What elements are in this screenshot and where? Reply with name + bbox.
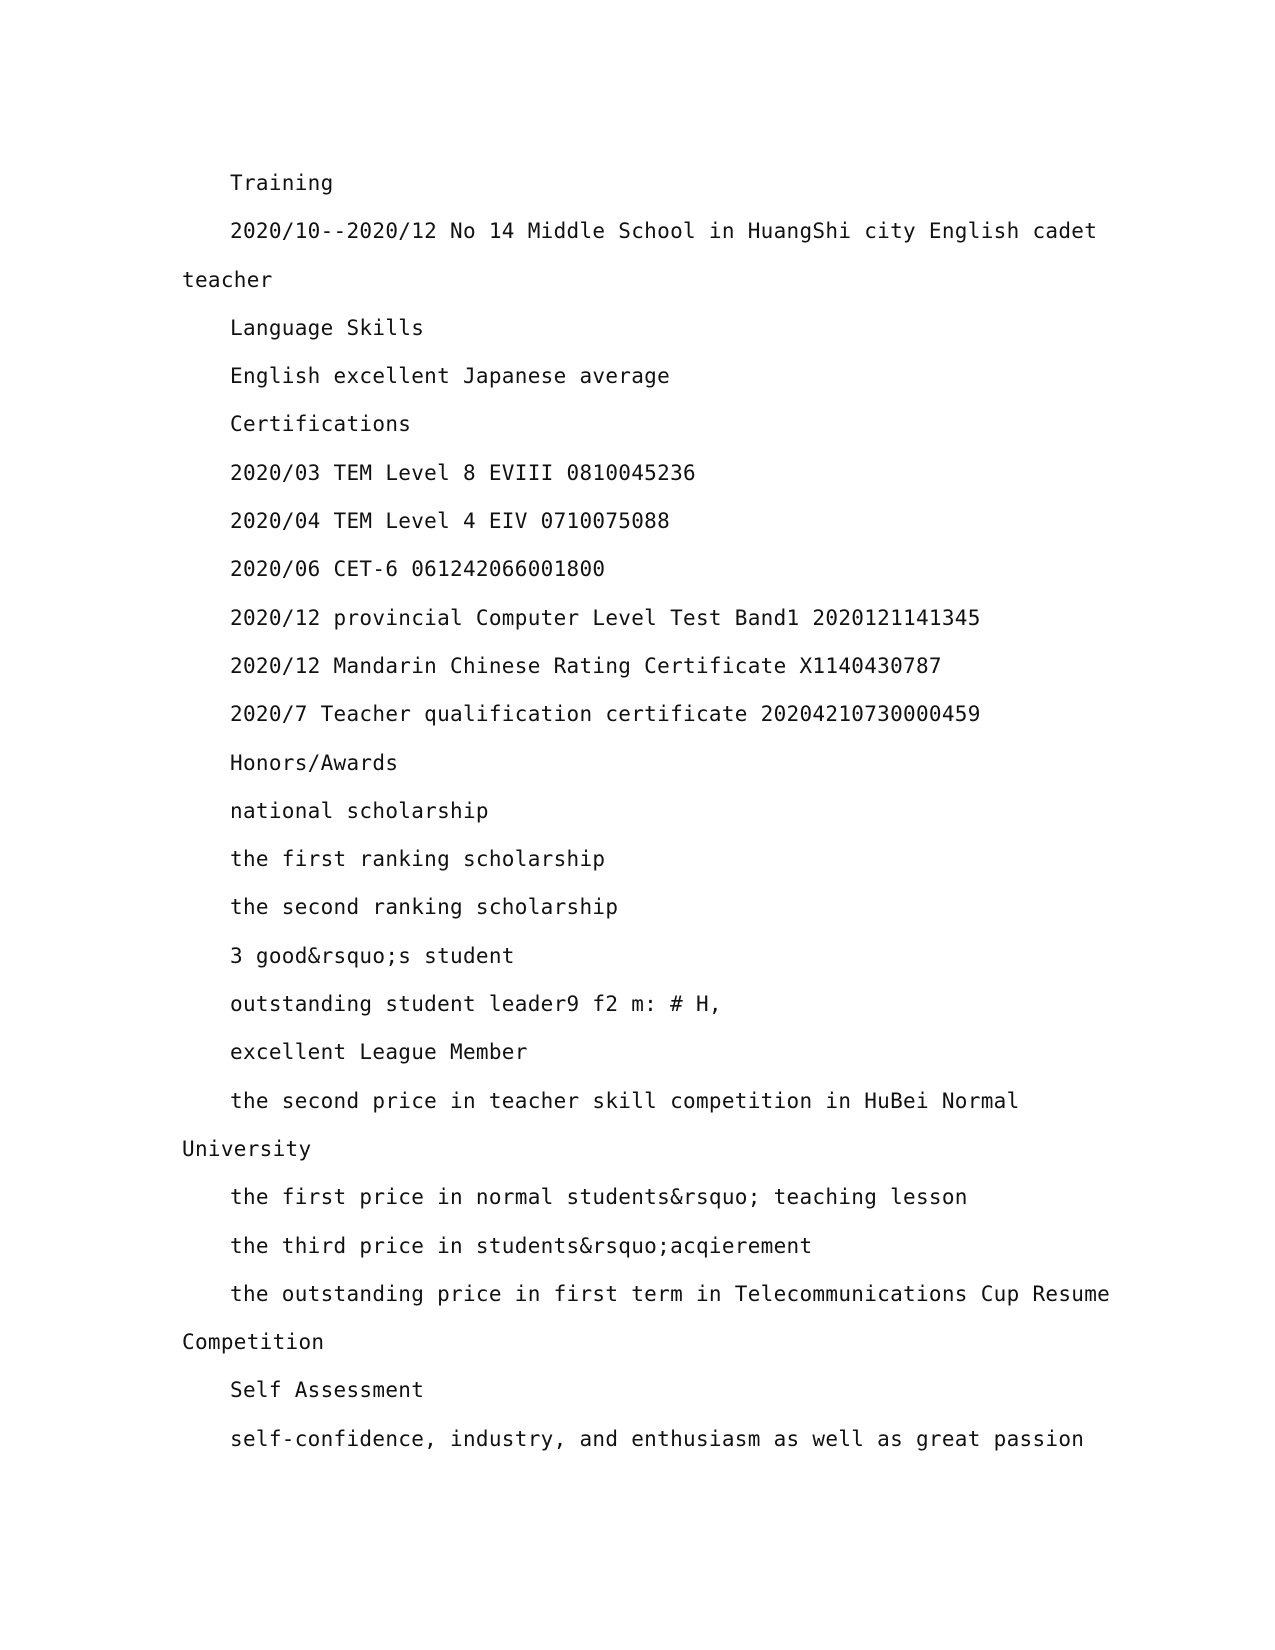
- text-line: 2020/7 Teacher qualification certificate 20204210730000459: [230, 702, 981, 727]
- text-line: 2020/12 Mandarin Chinese Rating Certificate X1140430787: [230, 653, 942, 678]
- text-line: Competition: [182, 1330, 325, 1355]
- text-line: national scholarship: [230, 798, 489, 823]
- text-line: the second ranking scholarship: [230, 895, 619, 920]
- text-line: 2020/12 provincial Computer Level Test Band1 2020121141345: [230, 605, 981, 630]
- text-line: 3 good&rsquo;s student: [230, 943, 515, 968]
- text-line: English excellent Japanese average: [230, 364, 671, 389]
- text-line: the first price in normal students&rsquo; teaching lesson: [230, 1185, 968, 1210]
- section-heading-self-assessment: Self Assessment: [230, 1378, 425, 1403]
- text-line: excellent League Member: [230, 1040, 528, 1065]
- text-line: the first ranking scholarship: [230, 847, 606, 872]
- text-line: outstanding student leader9 f2 m: # H,: [230, 992, 722, 1017]
- section-heading-language-skills: Language Skills: [230, 315, 425, 340]
- text-line: 2020/04 TEM Level 4 EIV 0710075088: [230, 509, 671, 534]
- text-line: teacher: [182, 267, 273, 292]
- text-line: the outstanding price in first term in Telecommunications Cup Resume: [230, 1281, 1111, 1306]
- section-heading-honors-awards: Honors/Awards: [230, 750, 399, 775]
- text-line: self-confidence, industry, and enthusiasm as well as great passion: [230, 1426, 1085, 1451]
- section-heading-training: Training: [230, 171, 334, 195]
- document-body: [182, 159, 1111, 1463]
- text-line: the second price in teacher skill competition in HuBei Normal: [230, 1088, 1020, 1113]
- section-heading-certifications: Certifications: [230, 412, 412, 437]
- text-line: 2020/03 TEM Level 8 EVIII 0810045236: [230, 460, 696, 485]
- text-line: the third price in students&rsquo;acqierement: [230, 1233, 813, 1258]
- text-line: 2020/10--2020/12 No 14 Middle School in HuangShi city English cadet: [230, 219, 1098, 244]
- text-line: University: [182, 1136, 312, 1161]
- text-line: 2020/06 CET-6 061242066001800: [230, 557, 606, 582]
